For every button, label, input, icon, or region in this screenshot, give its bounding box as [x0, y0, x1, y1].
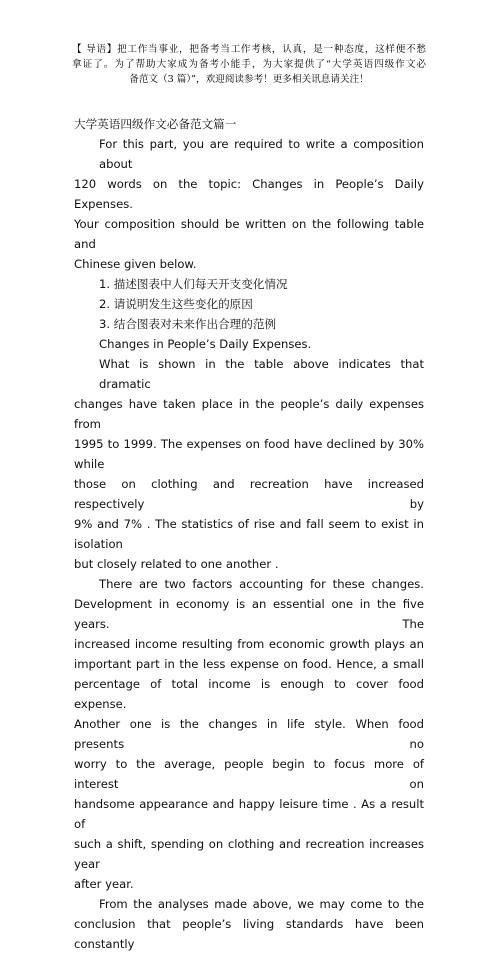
essay-paragraph-2	[74, 574, 424, 894]
text-line: From the analyses made above, we may come to the	[99, 897, 424, 911]
task-paragraph	[74, 134, 424, 274]
text-line: percentage of total income is enough to cover food expense.	[74, 677, 424, 711]
text-line: Development in economy is an essential one in the five years. The	[74, 597, 424, 631]
list-item: 3. 结合图表对未来作出合理的范例	[99, 317, 277, 331]
text-line: 1995 to 1999. The expenses on food have declined by 30% while	[74, 437, 424, 471]
intro-line: 备范文（3 篇）”，欢迎阅读参考！更多相关讯息请关注！	[129, 74, 369, 85]
text-line: For this part, you are required to write a composition about	[99, 137, 424, 171]
text-line: important part in the less expense on food. Hence, a small	[74, 657, 424, 671]
essay-paragraph-3	[74, 894, 424, 954]
text-line: Your composition should be written on the following table and	[74, 217, 424, 251]
text-line: 120 words on the topic: Changes in People’s Daily Expenses.	[74, 177, 424, 211]
text-line: conclusion that people’s living standards have been constantly	[74, 917, 424, 951]
text-line: What is shown in the table above indicates that dramatic	[99, 357, 424, 391]
intro-line: 【 导语】把工作当事业，把备考当工作考核，认真，是一种态度，这样便不愁	[72, 44, 426, 55]
essay-paragraph-1	[74, 354, 424, 574]
list-item: 1. 描述图表中人们每天开支变化情况	[99, 277, 288, 291]
text-line: handsome appearance and happy leisure time . As a result of	[74, 797, 424, 831]
text-line: after year.	[74, 877, 134, 891]
text-line: worry to the average, people begin to focus more of interest on	[74, 757, 424, 791]
text-line: changes have taken place in the people’s daily expenses from	[74, 397, 424, 431]
requirement-list	[74, 274, 424, 334]
text-line: Chinese given below.	[74, 257, 197, 271]
essay-title: Changes in People’s Daily Expenses.	[99, 337, 312, 351]
text-line: but closely related to one another .	[74, 557, 279, 571]
text-line: Another one is the changes in life style. When food presents no	[74, 717, 424, 751]
article-heading: 大学英语四级作文必备范文篇一	[74, 117, 237, 131]
intro-paragraph	[72, 42, 426, 87]
article-body	[74, 114, 424, 954]
text-line: such a shift, spending on clothing and recreation increases year	[74, 837, 424, 871]
list-item: 2. 请说明发生这些变化的原因	[99, 297, 253, 311]
text-line: 9% and 7% . The statistics of rise and fall seem to exist in isolation	[74, 517, 424, 551]
intro-line: 拿证了。为了帮助大家成为备考小能手，为大家提供了“大学英语四级作文必	[72, 59, 426, 70]
text-line: There are two factors accounting for these changes.	[99, 577, 424, 591]
text-line: increased income resulting from economic growth plays an	[74, 637, 424, 651]
text-line: those on clothing and recreation have increased respectively by	[74, 477, 424, 511]
